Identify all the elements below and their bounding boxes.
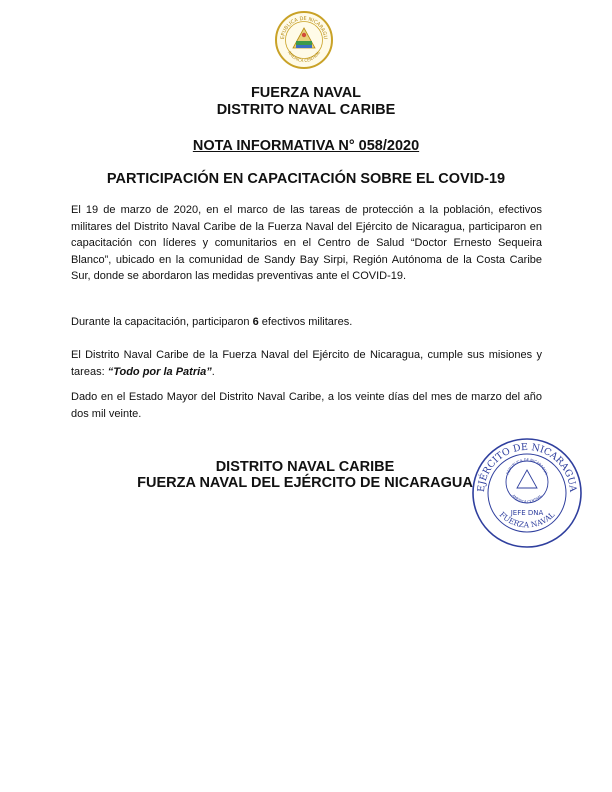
paragraph-3-text: El Distrito Naval Caribe de la Fuerza Naval del Ejército de Nicaragua, cumple sus misiones y tareas: <box>71 349 542 378</box>
header-line-fuerza-naval: FUERZA NAVAL <box>250 85 362 101</box>
document-title: PARTICIPACIÓN EN CAPACITACIÓN SOBRE EL COVID-19 <box>106 171 506 187</box>
paragraph-3 <box>71 347 542 380</box>
paragraph-1: El 19 de marzo de 2020, en el marco de las tareas de protección a la población, efectivos militares del Distrito Naval Caribe de la Fuerza Naval del Ejército de Nicaragua, participaron en capacitación con líderes y comunitarios en el Centro de Salud “Doctor Ernesto Sequeira Blanco”, ubicado en la comunidad de Sandy Bay Sirpi, Región Autónoma de la Costa Caribe Sur, donde se abordaron las medidas preventivas ante el COVID-19. <box>71 204 542 283</box>
svg-text:REPUBLICA DE NICARAGUA <box>506 458 549 476</box>
stamp-role: JEFE DNA <box>510 509 544 517</box>
paragraph-2-text: Durante la capacitación, participaron <box>71 316 253 328</box>
stamp-outer-text: EJÉRCITO DE NICARAGUA <box>475 441 579 493</box>
svg-text:EJÉRCITO DE NICARAGUA <box>476 442 578 493</box>
stamp-inner-top-text: REPUBLICA DE NICARAGUA <box>505 457 549 476</box>
document-number: NOTA INFORMATIVA N° 058/2020 <box>192 138 420 154</box>
svg-text:AMERICA CENTRAL: AMERICA CENTRAL <box>286 49 322 64</box>
svg-text:REPUBLICA DE NICARAGUA: EPUBLICA DE NICARAGU <box>279 15 329 40</box>
official-stamp-icon <box>470 436 584 550</box>
signature-line-2: FUERZA NAVAL DEL EJÉRCITO DE NICARAGUA <box>137 475 473 491</box>
motto: “Todo por la Patria” <box>107 365 212 378</box>
signature-line-1: DISTRITO NAVAL CARIBE <box>215 459 395 475</box>
paragraph-2-end: efectivos militares. <box>258 316 353 328</box>
stamp-inner-bottom-text: AMERICA CENTRAL <box>511 493 543 505</box>
svg-text:AMERICA CENTRAL <box>511 494 542 504</box>
nicaragua-coat-of-arms-icon <box>274 10 334 70</box>
paragraph-4: Dado en el Estado Mayor del Distrito Naval Caribe, a los veinte días del mes de marzo del año dos mil veinte. <box>71 391 542 420</box>
stamp-unit: FUERZA NAVAL <box>497 510 557 530</box>
paragraph-2 <box>71 314 542 331</box>
paragraph-3-end: . <box>211 365 215 378</box>
participant-count: 6 <box>252 316 259 328</box>
header-line-distrito: DISTRITO NAVAL CARIBE <box>216 102 396 118</box>
